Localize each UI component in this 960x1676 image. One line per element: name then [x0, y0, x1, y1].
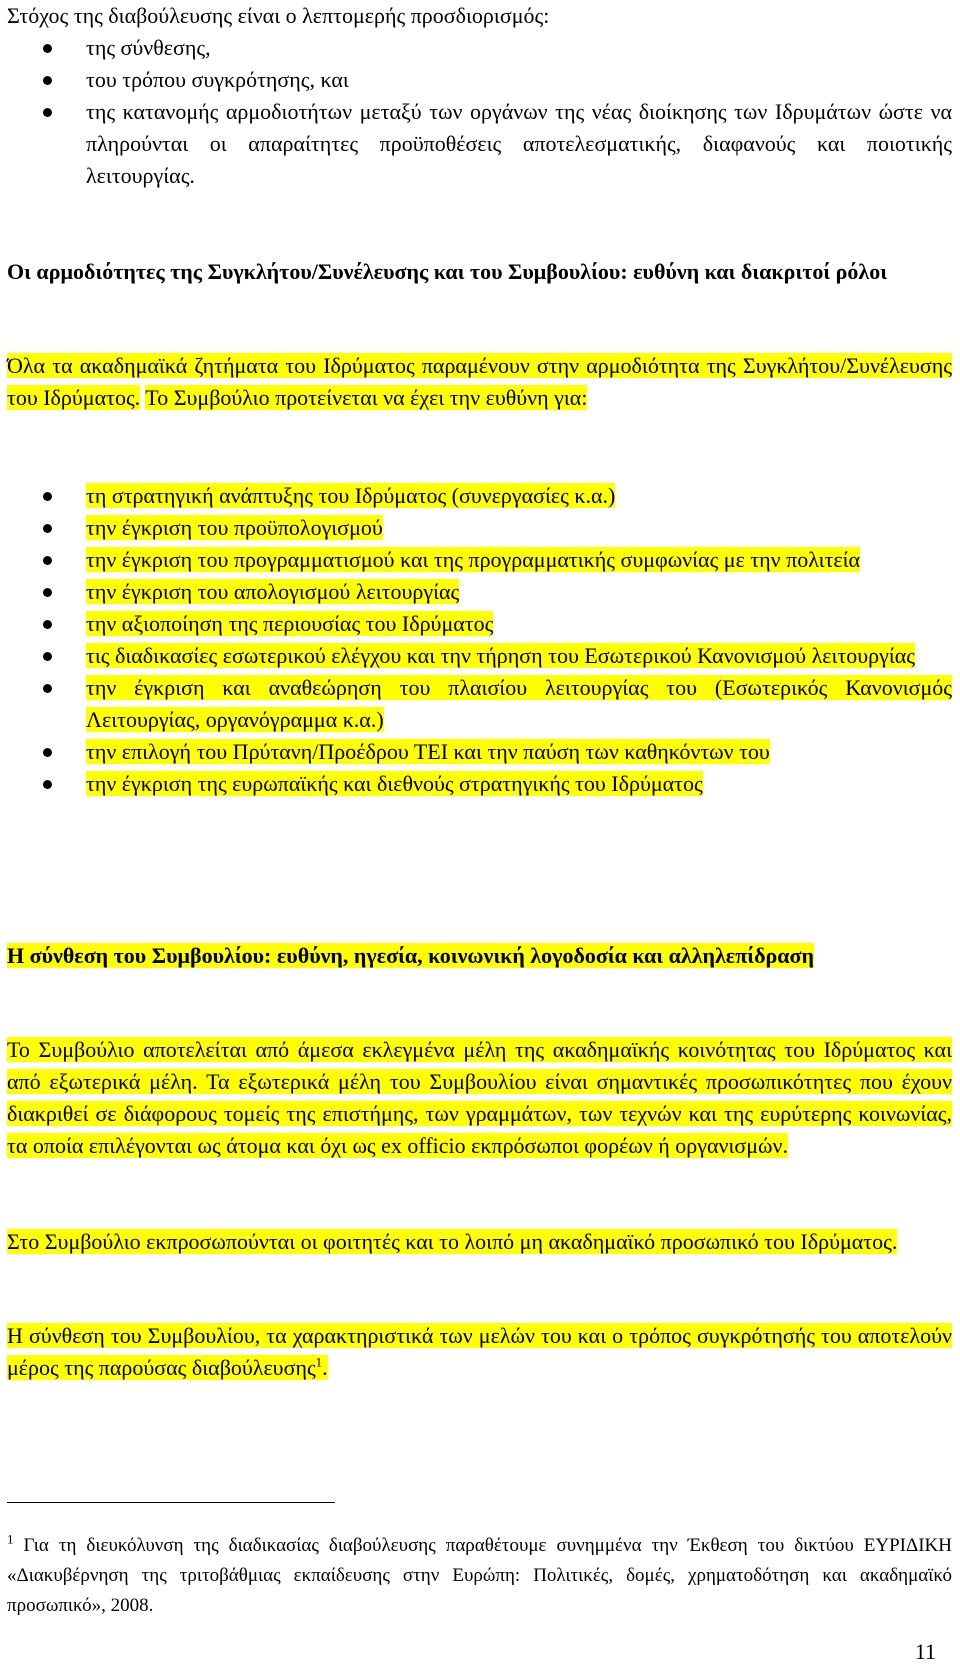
- section-heading-composition: Η σύνθεση του Συμβουλίου: ευθύνη, ηγεσία, κοινωνική λογοδοσία και αλληλεπίδραση: [7, 943, 815, 968]
- bullet-icon: [43, 652, 52, 661]
- section-heading-responsibilities: Οι αρμοδιότητες της Συγκλήτου/Συνέλευσης και του Συμβουλίου: ευθύνη και διακριτοί ρόλοι: [7, 259, 888, 284]
- bullet-icon: [43, 684, 52, 693]
- list-item: την έγκριση του προγραμματισμού και της προγραμματικής συμφωνίας με την πολιτεία: [0, 544, 952, 576]
- list-item: τη στρατηγική ανάπτυξης του Ιδρύματος (συνεργασίες κ.α.): [0, 480, 952, 512]
- bullet-icon: [43, 588, 52, 597]
- list-item: την έγκριση και αναθεώρηση του πλαισίου λειτουργίας του (Εσωτερικός Κανονισμός Λειτουργίας, οργανόγραμμα κ.α.): [0, 672, 952, 736]
- list-item: τις διαδικασίες εσωτερικού ελέγχου και την τήρηση του Εσωτερικού Κανονισμού λειτουργίας: [0, 640, 952, 672]
- list-item: της σύνθεσης,: [0, 32, 952, 64]
- bullet-icon: [43, 620, 52, 629]
- footnote-marker: 1: [7, 1531, 14, 1547]
- footnote-divider: [7, 1502, 335, 1503]
- paragraph-composition-2: Στο Συμβούλιο εκπροσωπούνται οι φοιτητές και το λοιπό μη ακαδημαϊκό προσωπικό του Ιδρύματος.: [7, 1229, 898, 1254]
- bullet-icon: [43, 492, 52, 501]
- bullet-icon: [43, 780, 52, 789]
- intro-list: [0, 32, 952, 192]
- footnote-reference: 1: [315, 1354, 323, 1370]
- list-item: την έγκριση της ευρωπαϊκής και διεθνούς στρατηγικής του Ιδρύματος: [0, 768, 952, 800]
- paragraph-composition-1: Το Συμβούλιο αποτελείται από άμεσα εκλεγμένα μέλη της ακαδημαϊκής κοινότητας του Ιδρύματος και από εξωτερικά μέλη. Τα εξωτερικά μέλη του Συμβουλίου είναι σημαντικές προσωπικότητες που έχουν διακριθεί σε διάφορους τομείς της επιστήμης, των γραμμάτων, των τεχνών και της ευρύτερης κοινωνίας, τα οποία επιλέγονται ως άτομα και όχι ως ex officio εκπρόσωποι φορέων ή οργανισμών.: [7, 1037, 952, 1158]
- footnote: [7, 1531, 952, 1621]
- paragraph-responsibilities: [7, 350, 952, 414]
- list-item: της κατανομής αρμοδιοτήτων μεταξύ των οργάνων της νέας διοίκησης των Ιδρυμάτων ώστε να πληρούνται οι απαραίτητες προϋποθέσεις αποτελεσματικής, διαφανούς και ποιοτικής λειτουργίας.: [0, 96, 952, 192]
- list-item: την έγκριση του απολογισμού λειτουργίας: [0, 576, 952, 608]
- list-item: την επιλογή του Πρύτανη/Προέδρου ΤΕΙ και την παύση των καθηκόντων του: [0, 736, 952, 768]
- bullet-icon: [43, 76, 52, 85]
- list-item: την αξιοποίηση της περιουσίας του Ιδρύματος: [0, 608, 952, 640]
- bullet-icon: [43, 748, 52, 757]
- bullet-icon: [43, 524, 52, 533]
- list-item: του τρόπου συγκρότησης, και: [0, 64, 952, 96]
- bullet-icon: [43, 108, 52, 117]
- footnote-text: Για τη διευκόλυνση της διαδικασίας διαβούλευσης παραθέτουμε συνημμένα την Έκθεση του δικτύου ΕΥΡΙΔΙΚΗ «Διακυβέρνηση της τριτοβάθμιας εκπαίδευσης στην Ευρώπη: Πολιτικές, δομές, χρηματοδότηση και ακαδημαϊκό προσωπικό», 2008.: [7, 1535, 952, 1616]
- council-responsibilities-list: [0, 480, 952, 800]
- paragraph-a: Όλα τα ακαδημαϊκά ζητήματα του Ιδρύματος παραμένουν στην αρμοδιότητα της Συγκλήτου/Συνέλευσης του Ιδρύματος.: [7, 353, 952, 410]
- bullet-icon: [43, 44, 52, 53]
- list-item: την έγκριση του προϋπολογισμού: [0, 512, 952, 544]
- intro-lead: Στόχος της διαβούλευσης είναι ο λεπτομερής προσδιορισμός:: [7, 3, 550, 28]
- paragraph-composition-3: Η σύνθεση του Συμβουλίου, τα χαρακτηριστικά των μελών του και ο τρόπος συγκρότησής του αποτελούν μέρος της παρούσας διαβούλευσης$^1$.: [7, 1323, 952, 1380]
- bullet-icon: [43, 556, 52, 565]
- page-number: 11: [914, 1639, 936, 1664]
- paragraph-b: Το Συμβούλιο προτείνεται να έχει την ευθύνη για:: [145, 385, 588, 410]
